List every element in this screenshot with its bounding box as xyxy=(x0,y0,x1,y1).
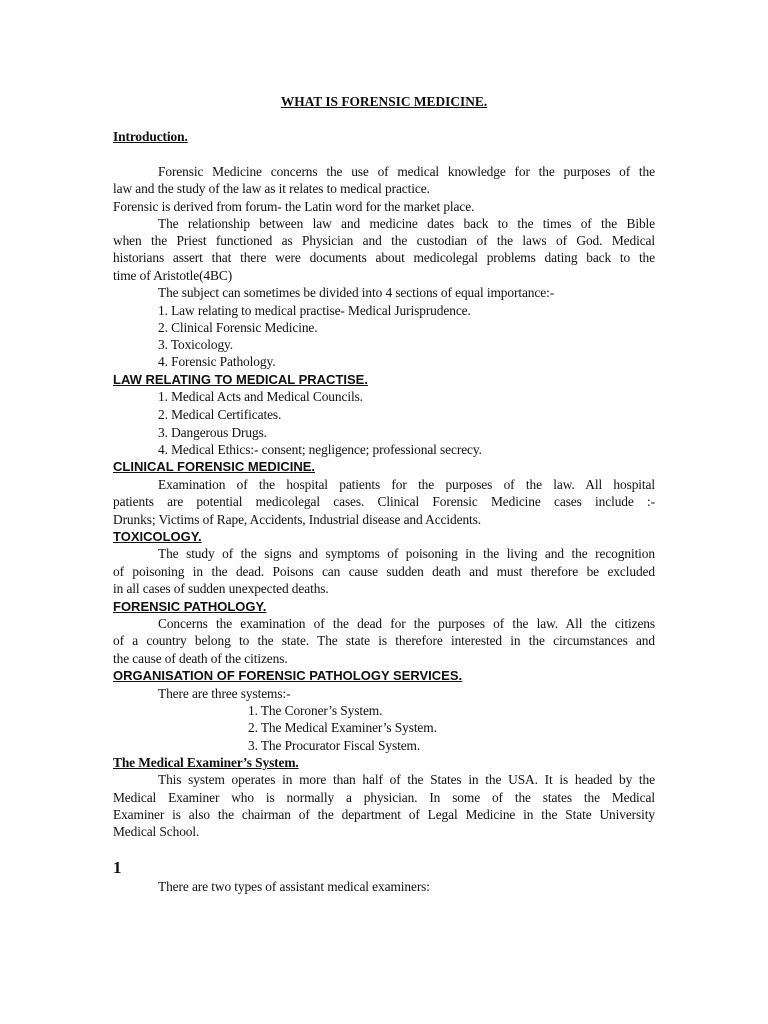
paragraph-line: Medical Examiner who is normally a physician. In some of the states the Medical xyxy=(113,790,655,805)
intro-heading: Introduction. xyxy=(113,129,188,144)
intro-line: Forensic is derived from forum- the Latin word for the market place. xyxy=(113,199,475,214)
paragraph-line: in all cases of sudden unexpected deaths. xyxy=(113,581,329,596)
section-heading-organisation: ORGANISATION OF FORENSIC PATHOLOGY SERVICES. xyxy=(113,668,463,683)
toxicology-heading-text: TOXICOLOGY xyxy=(113,529,198,544)
section-heading-pathology: FORENSIC PATHOLOGY. xyxy=(113,599,267,614)
paragraph-line: patients are potential medicolegal cases. Clinical Forensic Medicine cases include :- xyxy=(113,494,655,509)
list-item: 1. Medical Acts and Medical Councils. xyxy=(158,389,363,404)
paragraph-line: The study of the signs and symptoms of poisoning in the living and the recognition xyxy=(158,546,655,561)
section-heading-clinical: CLINICAL FORENSIC MEDICINE. xyxy=(113,459,315,474)
paragraph-line: of a country belong to the state. The state is therefore interested in the circumstances and xyxy=(113,633,655,648)
paragraph-line: This system operates in more than half of the States in the USA. It is headed by the xyxy=(158,772,655,787)
intro-line: time of Aristotle(4BC) xyxy=(113,268,233,283)
paragraph-line: Concerns the examination of the dead for the purposes of the law. All the citizens xyxy=(158,616,655,631)
list-item: 2. Medical Certificates. xyxy=(158,407,282,422)
section-heading-law: LAW RELATING TO MEDICAL PRACTISE. xyxy=(113,372,368,387)
paragraph-line: There are three systems:- xyxy=(158,686,291,701)
list-item: 3. Dangerous Drugs. xyxy=(158,425,267,440)
section-heading-toxicology xyxy=(113,528,202,545)
list-item: 4. Medical Ethics:- consent; negligence; professional secrecy. xyxy=(158,442,482,457)
paragraph-line: Examination of the hospital patients for the purposes of the law. All hospital xyxy=(158,477,655,492)
intro-line: law and the study of the law as it relates to medical practice. xyxy=(113,181,430,196)
paragraph-line: Examiner is also the chairman of the department of Legal Medicine in the State University xyxy=(113,807,655,822)
list-item: 2. The Medical Examiner’s System. xyxy=(248,720,437,735)
intro-line: historians assert that there were documents about medicolegal problems dating back to the xyxy=(113,250,655,265)
paragraph-line: Drunks; Victims of Rape, Accidents, Industrial disease and Accidents. xyxy=(113,512,482,527)
paragraph-line: the cause of death of the citizens. xyxy=(113,651,288,666)
list-item: 3. Toxicology. xyxy=(158,337,234,352)
list-item: 1. The Coroner’s System. xyxy=(248,703,383,718)
list-item: 1. Law relating to medical practise- Medical Jurisprudence. xyxy=(158,303,471,318)
intro-line: Forensic Medicine concerns the use of medical knowledge for the purposes of the xyxy=(158,164,655,179)
intro-line: The relationship between law and medicine dates back to the times of the Bible xyxy=(158,216,655,231)
intro-line: The subject can sometimes be divided into 4 sections of equal importance:- xyxy=(158,285,555,300)
toxicology-heading-period: . xyxy=(198,529,202,544)
section-heading-medical-examiner: The Medical Examiner’s System. xyxy=(113,755,299,770)
paragraph-line: Medical School. xyxy=(113,824,200,839)
paragraph-line: of poisoning in the dead. Poisons can cause sudden death and must therefore be excluded xyxy=(113,564,655,579)
intro-line: when the Priest functioned as Physician and the custodian of the laws of God. Medical xyxy=(113,233,655,248)
list-item: 2. Clinical Forensic Medicine. xyxy=(158,320,318,335)
list-item: 4. Forensic Pathology. xyxy=(158,354,276,369)
page-number: 1 xyxy=(113,858,122,877)
next-page-line: There are two types of assistant medical examiners: xyxy=(158,879,430,894)
document-title: WHAT IS FORENSIC MEDICINE. xyxy=(280,94,488,109)
list-item: 3. The Procurator Fiscal System. xyxy=(248,738,421,753)
